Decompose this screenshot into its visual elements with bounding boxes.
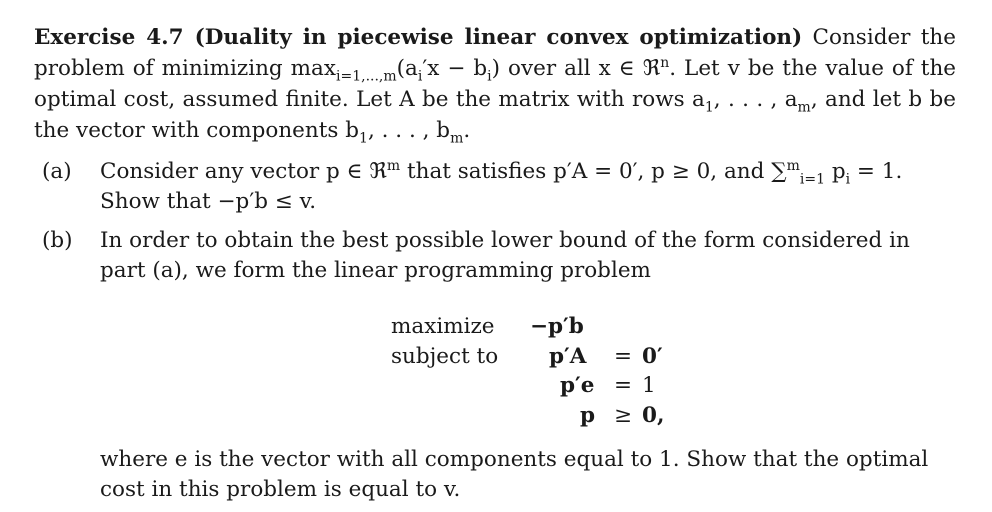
lp-c2-op: =	[614, 373, 633, 398]
part-a-sum-sup: m	[786, 157, 800, 174]
part-a-sup-m: m	[386, 157, 401, 174]
n-superscript: n	[660, 54, 670, 71]
intro-text-3: ′x − b	[422, 56, 488, 81]
lp-c3-lhs: p	[580, 403, 596, 428]
lp-c2-lhs: p′e	[560, 373, 595, 398]
intro-text-6: , . . . , a	[713, 87, 798, 112]
part-a-text-3: p	[824, 159, 846, 184]
lp-c3-op: ≥	[614, 403, 633, 428]
part-a-sub-i: i	[845, 171, 851, 188]
am-subscript: m	[797, 99, 811, 116]
bm-subscript: m	[450, 130, 464, 147]
intro-text-5: . Let v be the value of the optimal cost, assumed finite. Let A be the matrix with rows a	[34, 56, 957, 112]
intro-text-9: .	[463, 118, 471, 143]
b-subscript: i	[487, 68, 492, 85]
lp-maximize-expr: −p′b	[530, 314, 584, 339]
max-subscript: i=1,...,m	[336, 68, 397, 85]
exercise-title: Exercise 4.7 (Duality in piecewise linear convex optimization)	[34, 25, 803, 50]
part-a-text	[100, 157, 956, 217]
part-a-text-1: Consider any vector p ∈ ℜ	[100, 159, 387, 184]
intro-text-8: , . . . , b	[367, 118, 451, 143]
lp-c1-rhs: 0′	[642, 344, 663, 369]
part-b-text: In order to obtain the best possible lower bound of the form considered in part (a), we form the linear programming problem	[100, 228, 910, 283]
lp-c3-rhs: 0,	[642, 403, 665, 428]
a1-subscript: 1	[704, 99, 714, 116]
exercise-paragraph	[34, 22, 956, 146]
intro-text-7: , and let b be the vector with components b	[34, 87, 956, 143]
part-b-label: (b)	[42, 228, 73, 253]
intro-text-4: ) over all x ∈ ℜ	[491, 56, 661, 81]
b1-subscript: 1	[359, 130, 368, 147]
part-a-text-4: = 1. Show that −p′b ≤ v.	[100, 159, 903, 214]
part-a-sum-sub: i=1	[799, 171, 825, 188]
lp-maximize-label: maximize	[391, 314, 495, 339]
part-a-text-2: that satisfies p′A = 0′, p ≥ 0, and ∑	[400, 159, 787, 184]
lp-c1-op: =	[614, 344, 633, 369]
lp-c2-rhs: 1	[642, 373, 656, 398]
lp-subject-label: subject to	[391, 344, 499, 369]
part-a-label: (a)	[42, 159, 72, 184]
intro-text-2: (a	[396, 56, 418, 81]
lp-c1-lhs: p′A	[549, 344, 587, 369]
a-subscript: i	[417, 68, 423, 85]
intro-text-1: Consider the problem of minimizing max	[34, 25, 956, 81]
part-b-closing: where e is the vector with all components equal to 1. Show that the optimal cost in this problem is equal to v.	[100, 447, 929, 502]
